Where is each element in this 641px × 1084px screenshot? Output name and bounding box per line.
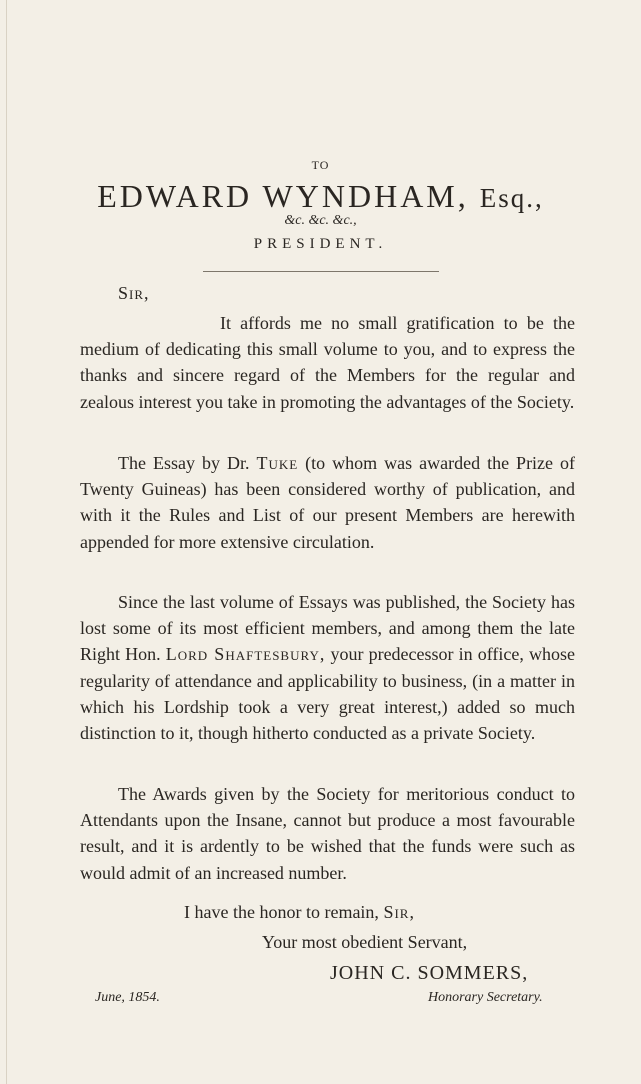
paragraph-1: It affords me no small gratification to be the medium of dedicating this small volume to you, and to express the thanks and sincere regard of the Members for the regular and zealous interest you take in promoting the advantages of the Society. [80,313,575,412]
paragraph-3-part-a: Since the last volume of Essays was published, the Society has lost some of its most efficient members, and among them the late Right Hon. [80,592,575,665]
paragraph-3 [80,589,575,746]
paragraph-2-part-b: (to whom was awarded the Prize of Twenty Guineas) has been considered worthy of publication, and with it the Rules and List of our present Members are herewith appended for more extensive circulation. [80,453,576,552]
closing-line-2: Your most obedient Servant, [262,932,468,952]
header-divider [203,271,439,272]
recipient-name: EDWARD WYNDHAM, [97,178,469,214]
paragraph-2 [80,450,575,555]
signatory-title: Honorary Secretary. [428,990,543,1005]
signature: JOHN C. SOMMERS, [330,962,529,984]
paragraph-2-part-a: The Essay by Dr. [118,453,250,473]
recipient-honorific: Esq., [479,183,544,213]
closing-sir: Sir, [383,902,415,922]
closing-line-1 [184,902,415,923]
paragraph-3-part-b: your predecessor in office, whose regularity of attendance and applicability to business, (in a matter in which his Lordship took a very great interest,) added so much distinction to it, though hitherto conducted as a private Society. [80,644,576,744]
closing-line-1-text: I have the honor to remain, [184,902,379,922]
salutation: Sir, [118,283,150,303]
recipient-office: PRESIDENT. [253,236,388,252]
recipient-etc: &c. &c. &c., [284,213,357,228]
recipient-name-line [0,178,641,215]
paragraph-4: The Awards given by the Society for meritorious conduct to Attendants upon the Insane, cannot but produce a most favourable result, and it is ardently to be wished that the funds were such as would admit of an increased number. [80,784,575,883]
date: June, 1854. [95,990,160,1005]
header-to: TO [311,158,330,172]
paragraph-2-tuke: Tuke [256,453,299,473]
paragraph-3-lord: Lord Shaftesbury, [165,644,326,665]
